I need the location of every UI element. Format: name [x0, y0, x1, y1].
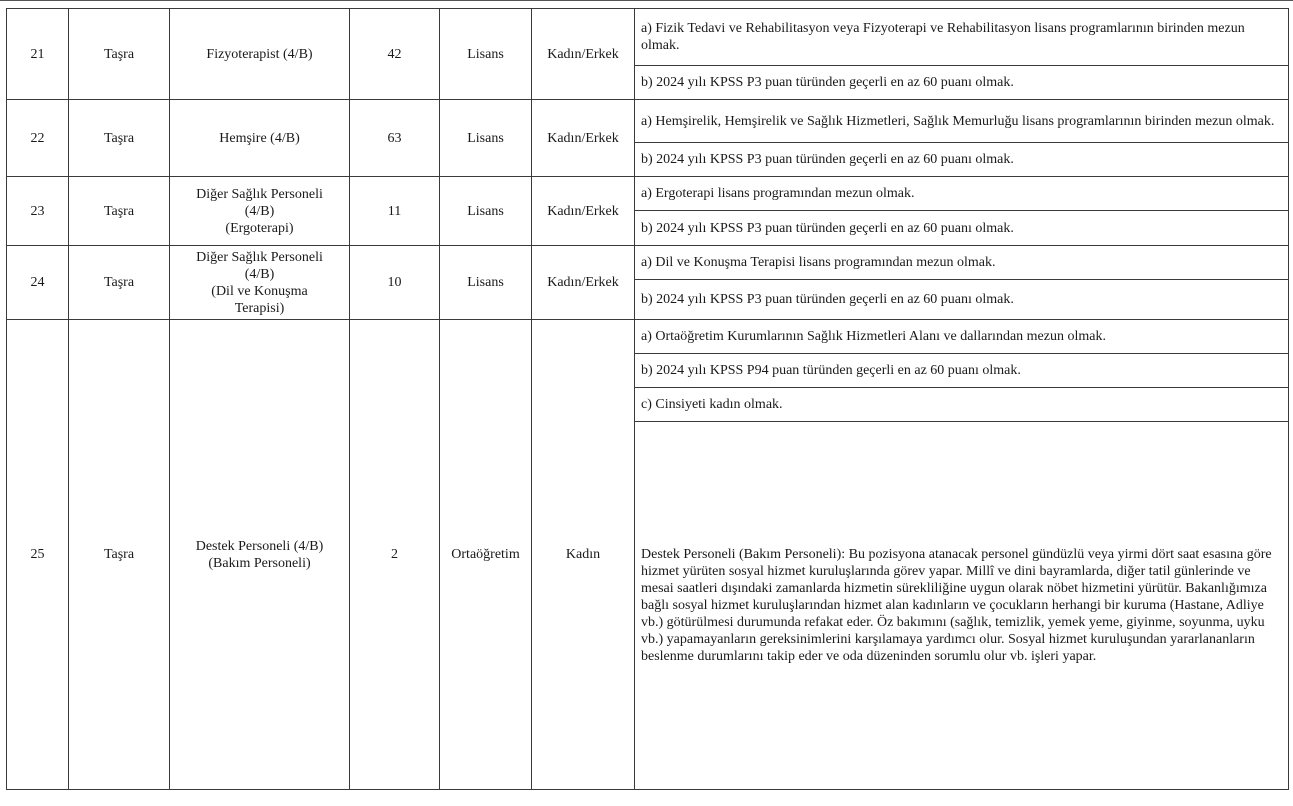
position-number: 21 — [7, 9, 69, 100]
location-cell: Taşra — [69, 320, 170, 790]
education-level: Lisans — [440, 246, 532, 320]
requirement-cell: a) Fizik Tedavi ve Rehabilitasyon veya Fizyoterapi ve Rehabilitasyon lisans programlarının birinden mezun olmak. — [635, 9, 1289, 66]
table-row — [7, 177, 1289, 211]
requirement-cell: b) 2024 yılı KPSS P3 puan türünden geçerli en az 60 puanı olmak. — [635, 211, 1289, 246]
education-level: Lisans — [440, 100, 532, 177]
requirement-cell: b) 2024 yılı KPSS P3 puan türünden geçerli en az 60 puanı olmak. — [635, 280, 1289, 320]
gender-cell: Kadın/Erkek — [532, 9, 635, 100]
position-title-line: (4/B) — [244, 266, 275, 282]
requirement-cell: a) Ergoterapi lisans programından mezun olmak. — [635, 177, 1289, 211]
education-level: Lisans — [440, 9, 532, 100]
requirement-cell: b) 2024 yılı KPSS P94 puan türünden geçerli en az 60 puanı olmak. — [635, 354, 1289, 388]
position-title-line: Diğer Sağlık Personeli — [196, 186, 323, 202]
position-title — [170, 320, 350, 790]
position-requirements-table — [6, 8, 1289, 790]
position-title-line: (4/B) — [244, 203, 275, 219]
requirement-cell: b) 2024 yılı KPSS P3 puan türünden geçerli en az 60 puanı olmak. — [635, 66, 1289, 100]
position-title — [170, 177, 350, 246]
top-rule — [0, 0, 1293, 1]
education-level: Lisans — [440, 177, 532, 246]
position-count: 2 — [350, 320, 440, 790]
position-count: 10 — [350, 246, 440, 320]
position-title — [170, 9, 350, 100]
gender-cell: Kadın — [532, 320, 635, 790]
position-title-line: Hemşire (4/B) — [219, 130, 300, 146]
job-description-cell — [635, 422, 1289, 790]
position-title-line: (Dil ve Konuşma — [211, 283, 308, 299]
job-description-text: Destek Personeli (Bakım Personeli): Bu pozisyona atanacak personel gündüzlü veya yirmi dört saat esasına göre hizmet yürüten sosyal hizmet kuruluşlarında görev yapar. Millî ve dini bayramlarda, diğer tatil günlerinde ve mesai saatleri dışındaki zamanlarda hizmetin sürekliliğine uygun olarak nöbet hizmetini yürütür. Bakanlığımıza bağlı sosyal hizmet kuruluşlarından hizmet alan kadınların ve çocukların herhangi bir kuruma (Hastane, Adliye vb.) götürülmesi durumunda refakat eder. Öz bakımını (sağlık, temizlik, yemek yeme, giyinme, soyunma, uyku vb.) yapamayanların gereksinimlerini karşılamaya yardımcı olur. Sosyal hizmet kuruluşundan yararlananların beslenme durumlarını takip eder ve oda düzeninden sorumlu olur vb. işleri yapar. — [641, 547, 1272, 664]
table-row — [7, 246, 1289, 280]
table-row — [7, 100, 1289, 143]
position-number: 22 — [7, 100, 69, 177]
gender-cell: Kadın/Erkek — [532, 177, 635, 246]
requirement-cell: b) 2024 yılı KPSS P3 puan türünden geçerli en az 60 puanı olmak. — [635, 143, 1289, 177]
gender-cell: Kadın/Erkek — [532, 100, 635, 177]
position-count: 63 — [350, 100, 440, 177]
position-title-line: Destek Personeli (4/B) — [195, 538, 324, 554]
position-title — [170, 100, 350, 177]
location-cell: Taşra — [69, 177, 170, 246]
position-title-line: Diğer Sağlık Personeli — [196, 249, 323, 265]
table-row — [7, 9, 1289, 66]
position-count: 11 — [350, 177, 440, 246]
position-title — [170, 246, 350, 320]
position-title-line: Fizyoterapist (4/B) — [206, 46, 313, 62]
position-number: 24 — [7, 246, 69, 320]
requirement-cell: a) Hemşirelik, Hemşirelik ve Sağlık Hizmetleri, Sağlık Memurluğu lisans programlarının birinden mezun olmak. — [635, 100, 1289, 143]
gender-cell: Kadın/Erkek — [532, 246, 635, 320]
position-count: 42 — [350, 9, 440, 100]
education-level: Ortaöğretim — [440, 320, 532, 790]
location-cell: Taşra — [69, 100, 170, 177]
position-title-line: Terapisi) — [234, 300, 285, 316]
requirement-cell: a) Dil ve Konuşma Terapisi lisans programından mezun olmak. — [635, 246, 1289, 280]
location-cell: Taşra — [69, 246, 170, 320]
requirement-cell: c) Cinsiyeti kadın olmak. — [635, 388, 1289, 422]
requirement-cell: a) Ortaöğretim Kurumlarının Sağlık Hizmetleri Alanı ve dallarından mezun olmak. — [635, 320, 1289, 354]
position-title-line: (Ergoterapi) — [225, 220, 294, 236]
position-number: 25 — [7, 320, 69, 790]
position-number: 23 — [7, 177, 69, 246]
table-row — [7, 320, 1289, 354]
position-title-line: (Bakım Personeli) — [208, 555, 311, 571]
location-cell: Taşra — [69, 9, 170, 100]
